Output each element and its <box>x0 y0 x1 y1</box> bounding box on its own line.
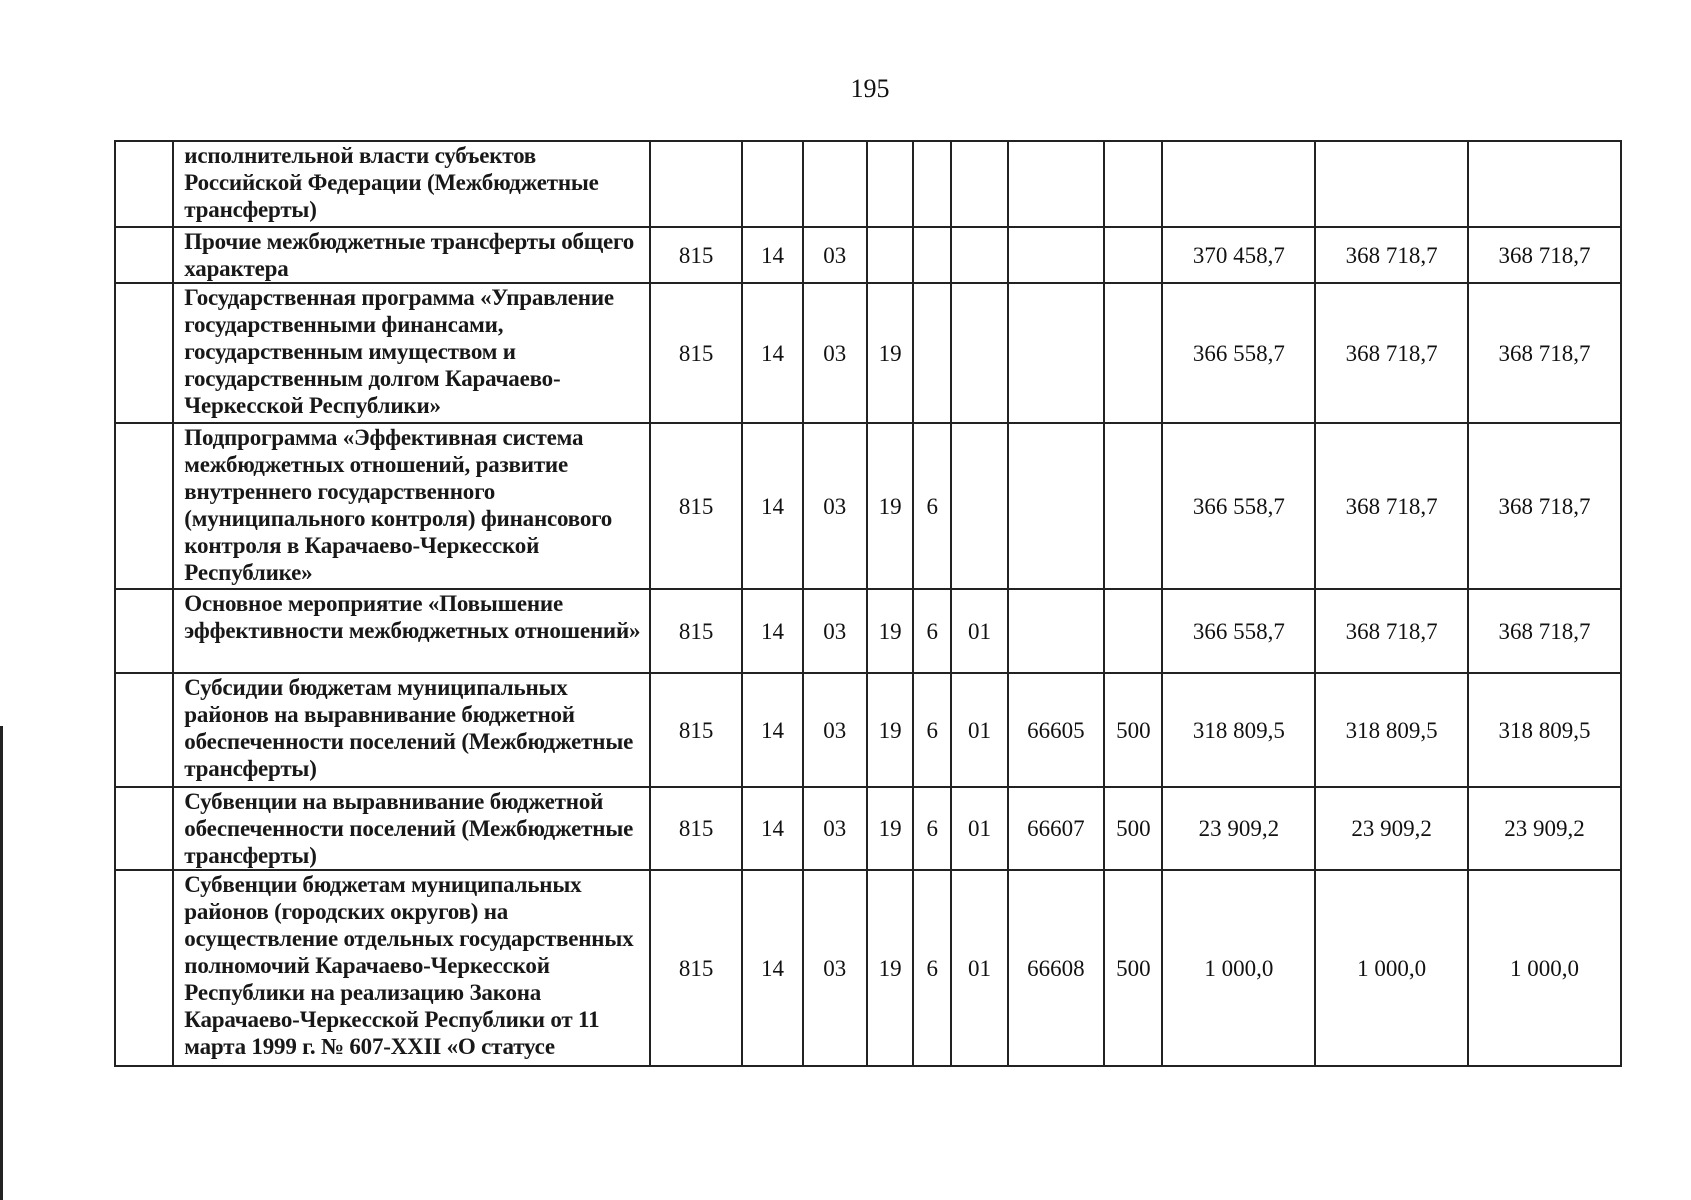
program-code-cell: 19 <box>867 870 913 1066</box>
row-name-cell: Основное мероприятие «Повышение эффективности межбюджетных отношений» <box>173 589 650 673</box>
subsection-code-cell: 03 <box>803 283 867 423</box>
subsection-code-cell: 03 <box>803 870 867 1066</box>
section-code-cell: 14 <box>742 589 802 673</box>
subsection-code-cell: 03 <box>803 673 867 787</box>
subprogram-code-cell <box>913 141 951 227</box>
ved-code-cell: 815 <box>650 283 742 423</box>
program-code-cell: 19 <box>867 787 913 870</box>
direction-code-cell <box>1008 589 1105 673</box>
row-number-cell <box>115 283 173 423</box>
expense-type-cell <box>1104 283 1162 423</box>
program-code-cell: 19 <box>867 589 913 673</box>
activity-code-cell <box>951 227 1007 283</box>
amount-year2-cell: 368 718,7 <box>1315 423 1468 589</box>
amount-year1-cell: 366 558,7 <box>1162 589 1315 673</box>
amount-year3-cell: 368 718,7 <box>1468 589 1621 673</box>
row-number-cell <box>115 673 173 787</box>
table-row <box>115 870 1621 1066</box>
section-code-cell: 14 <box>742 423 802 589</box>
expense-type-cell: 500 <box>1104 787 1162 870</box>
subprogram-code-cell: 6 <box>913 870 951 1066</box>
row-number-cell <box>115 227 173 283</box>
section-code-cell: 14 <box>742 673 802 787</box>
amount-year3-cell: 23 909,2 <box>1468 787 1621 870</box>
amount-year1-cell <box>1162 141 1315 227</box>
section-code-cell: 14 <box>742 787 802 870</box>
table-row <box>115 423 1621 589</box>
activity-code-cell: 01 <box>951 870 1007 1066</box>
amount-year1-cell: 23 909,2 <box>1162 787 1315 870</box>
subsection-code-cell: 03 <box>803 589 867 673</box>
amount-year2-cell <box>1315 141 1468 227</box>
row-number-cell <box>115 787 173 870</box>
expense-type-cell <box>1104 141 1162 227</box>
amount-year1-cell: 370 458,7 <box>1162 227 1315 283</box>
activity-code-cell: 01 <box>951 787 1007 870</box>
table-row <box>115 787 1621 870</box>
program-code-cell <box>867 141 913 227</box>
direction-code-cell <box>1008 227 1105 283</box>
direction-code-cell: 66605 <box>1008 673 1105 787</box>
table-row <box>115 227 1621 283</box>
amount-year1-cell: 366 558,7 <box>1162 423 1315 589</box>
subsection-code-cell: 03 <box>803 787 867 870</box>
row-number-cell <box>115 423 173 589</box>
amount-year3-cell: 368 718,7 <box>1468 227 1621 283</box>
amount-year2-cell: 368 718,7 <box>1315 227 1468 283</box>
expense-type-cell <box>1104 423 1162 589</box>
subprogram-code-cell: 6 <box>913 423 951 589</box>
ved-code-cell: 815 <box>650 673 742 787</box>
subprogram-code-cell: 6 <box>913 787 951 870</box>
subprogram-code-cell: 6 <box>913 673 951 787</box>
subsection-code-cell <box>803 141 867 227</box>
row-name-cell: Прочие межбюджетные трансферты общего характера <box>173 227 650 283</box>
expense-type-cell: 500 <box>1104 870 1162 1066</box>
ved-code-cell: 815 <box>650 423 742 589</box>
ved-code-cell: 815 <box>650 787 742 870</box>
amount-year2-cell: 368 718,7 <box>1315 589 1468 673</box>
section-code-cell <box>742 141 802 227</box>
amount-year1-cell: 1 000,0 <box>1162 870 1315 1066</box>
page-number: 195 <box>850 74 890 103</box>
ved-code-cell: 815 <box>650 589 742 673</box>
direction-code-cell <box>1008 283 1105 423</box>
section-code-cell: 14 <box>742 227 802 283</box>
direction-code-cell: 66608 <box>1008 870 1105 1066</box>
section-code-cell: 14 <box>742 283 802 423</box>
budget-table <box>114 140 1622 1067</box>
activity-code-cell <box>951 423 1007 589</box>
amount-year2-cell: 318 809,5 <box>1315 673 1468 787</box>
amount-year3-cell: 318 809,5 <box>1468 673 1621 787</box>
subprogram-code-cell: 6 <box>913 589 951 673</box>
amount-year3-cell <box>1468 141 1621 227</box>
table-row <box>115 589 1621 673</box>
activity-code-cell <box>951 283 1007 423</box>
direction-code-cell <box>1008 141 1105 227</box>
amount-year2-cell: 1 000,0 <box>1315 870 1468 1066</box>
row-number-cell <box>115 141 173 227</box>
amount-year3-cell: 368 718,7 <box>1468 283 1621 423</box>
table-row <box>115 283 1621 423</box>
row-name-cell: Субвенции бюджетам муниципальных районов (городских округов) на осуществление отдельных государственных полномочий Карачаево-Черкесской Республики на реализацию Закона Карачаево-Черкесской Республики от 11 марта 1999 г. № 607-XXII «О статусе <box>173 870 650 1066</box>
subsection-code-cell: 03 <box>803 227 867 283</box>
program-code-cell <box>867 227 913 283</box>
scan-edge-line <box>0 726 3 1200</box>
activity-code-cell: 01 <box>951 589 1007 673</box>
table-row <box>115 141 1621 227</box>
amount-year3-cell: 368 718,7 <box>1468 423 1621 589</box>
row-name-cell: исполнительной власти субъектов Российской Федерации (Межбюджетные трансферты) <box>173 141 650 227</box>
row-name-cell: Субсидии бюджетам муниципальных районов на выравнивание бюджетной обеспеченности поселений (Межбюджетные трансферты) <box>173 673 650 787</box>
row-number-cell <box>115 589 173 673</box>
direction-code-cell: 66607 <box>1008 787 1105 870</box>
activity-code-cell: 01 <box>951 673 1007 787</box>
program-code-cell: 19 <box>867 673 913 787</box>
ved-code-cell <box>650 141 742 227</box>
row-name-cell: Субвенции на выравнивание бюджетной обеспеченности поселений (Межбюджетные трансферты) <box>173 787 650 870</box>
expense-type-cell: 500 <box>1104 673 1162 787</box>
ved-code-cell: 815 <box>650 227 742 283</box>
amount-year1-cell: 318 809,5 <box>1162 673 1315 787</box>
section-code-cell: 14 <box>742 870 802 1066</box>
subprogram-code-cell <box>913 283 951 423</box>
subsection-code-cell: 03 <box>803 423 867 589</box>
row-name-cell: Подпрограмма «Эффективная система межбюджетных отношений, развитие внутреннего государственного (муниципального контроля) финансового контроля в Карачаево-Черкесской Республике» <box>173 423 650 589</box>
expense-type-cell <box>1104 589 1162 673</box>
ved-code-cell: 815 <box>650 870 742 1066</box>
direction-code-cell <box>1008 423 1105 589</box>
expense-type-cell <box>1104 227 1162 283</box>
program-code-cell: 19 <box>867 423 913 589</box>
amount-year2-cell: 368 718,7 <box>1315 283 1468 423</box>
amount-year2-cell: 23 909,2 <box>1315 787 1468 870</box>
amount-year3-cell: 1 000,0 <box>1468 870 1621 1066</box>
activity-code-cell <box>951 141 1007 227</box>
amount-year1-cell: 366 558,7 <box>1162 283 1315 423</box>
table-row <box>115 673 1621 787</box>
row-number-cell <box>115 870 173 1066</box>
budget-table-body <box>115 141 1621 1066</box>
row-name-cell: Государственная программа «Управление государственными финансами, государственным имуществом и государственным долгом Карачаево-Черкесской Республики» <box>173 283 650 423</box>
subprogram-code-cell <box>913 227 951 283</box>
program-code-cell: 19 <box>867 283 913 423</box>
